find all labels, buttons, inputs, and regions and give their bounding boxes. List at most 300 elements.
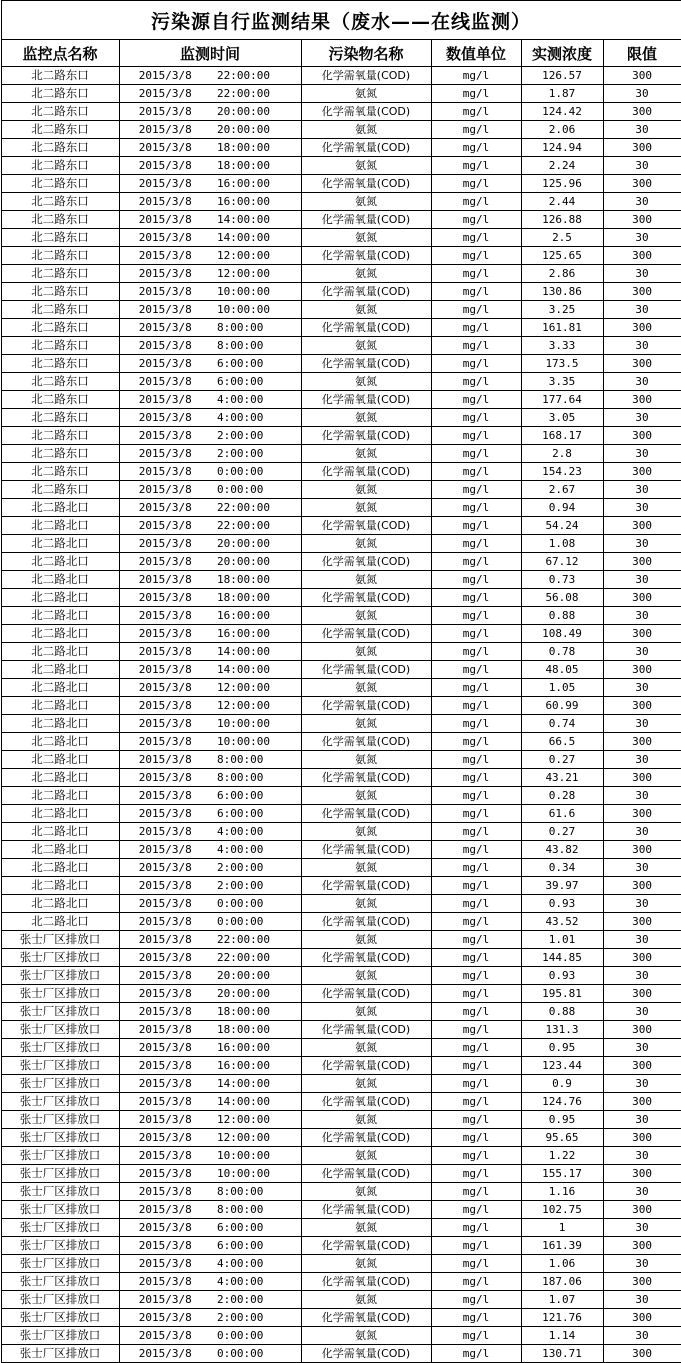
time-cell: 18:00:00 bbox=[211, 571, 301, 589]
concentration-cell: 2.86 bbox=[521, 265, 603, 283]
date-cell: 2015/3/8 bbox=[119, 643, 211, 661]
concentration-cell: 43.21 bbox=[521, 769, 603, 787]
concentration-cell: 60.99 bbox=[521, 697, 603, 715]
date-cell: 2015/3/8 bbox=[119, 499, 211, 517]
date-cell: 2015/3/8 bbox=[119, 949, 211, 967]
unit-cell: mg/l bbox=[431, 553, 521, 571]
date-cell: 2015/3/8 bbox=[119, 733, 211, 751]
date-cell: 2015/3/8 bbox=[119, 301, 211, 319]
table-row bbox=[1, 445, 681, 463]
date-cell: 2015/3/8 bbox=[119, 229, 211, 247]
pollutant-cell: 化学需氧量(COD) bbox=[301, 625, 431, 643]
pollutant-cell: 氨氮 bbox=[301, 1003, 431, 1021]
limit-cell: 30 bbox=[603, 1075, 681, 1093]
time-cell: 6:00:00 bbox=[211, 805, 301, 823]
pollutant-cell: 化学需氧量(COD) bbox=[301, 1129, 431, 1147]
site-cell: 张士厂区排放口 bbox=[1, 931, 119, 949]
time-cell: 14:00:00 bbox=[211, 661, 301, 679]
limit-cell: 30 bbox=[603, 607, 681, 625]
date-cell: 2015/3/8 bbox=[119, 769, 211, 787]
limit-cell: 300 bbox=[603, 1165, 681, 1183]
site-cell: 北二路东口 bbox=[1, 265, 119, 283]
concentration-cell: 2.44 bbox=[521, 193, 603, 211]
site-cell: 张士厂区排放口 bbox=[1, 1237, 119, 1255]
pollutant-cell: 氨氮 bbox=[301, 715, 431, 733]
pollutant-cell: 氨氮 bbox=[301, 1039, 431, 1057]
table-row bbox=[1, 571, 681, 589]
date-cell: 2015/3/8 bbox=[119, 283, 211, 301]
pollutant-cell: 氨氮 bbox=[301, 643, 431, 661]
site-cell: 北二路北口 bbox=[1, 517, 119, 535]
unit-cell: mg/l bbox=[431, 643, 521, 661]
table-row bbox=[1, 733, 681, 751]
limit-cell: 300 bbox=[603, 877, 681, 895]
page-title: 污染源自行监测结果（废水——在线监测） bbox=[1, 1, 681, 40]
date-cell: 2015/3/8 bbox=[119, 1057, 211, 1075]
concentration-cell: 0.93 bbox=[521, 895, 603, 913]
table-row bbox=[1, 1273, 681, 1291]
time-cell: 6:00:00 bbox=[211, 1237, 301, 1255]
pollutant-cell: 化学需氧量(COD) bbox=[301, 391, 431, 409]
time-cell: 18:00:00 bbox=[211, 157, 301, 175]
time-cell: 16:00:00 bbox=[211, 193, 301, 211]
concentration-cell: 1.07 bbox=[521, 1291, 603, 1309]
site-cell: 北二路东口 bbox=[1, 229, 119, 247]
concentration-cell: 126.88 bbox=[521, 211, 603, 229]
pollutant-cell: 化学需氧量(COD) bbox=[301, 283, 431, 301]
time-cell: 0:00:00 bbox=[211, 895, 301, 913]
site-cell: 北二路东口 bbox=[1, 121, 119, 139]
site-cell: 北二路东口 bbox=[1, 391, 119, 409]
limit-cell: 300 bbox=[603, 319, 681, 337]
site-cell: 北二路北口 bbox=[1, 625, 119, 643]
site-cell: 张士厂区排放口 bbox=[1, 1291, 119, 1309]
limit-cell: 30 bbox=[603, 1219, 681, 1237]
time-cell: 14:00:00 bbox=[211, 211, 301, 229]
table-row bbox=[1, 517, 681, 535]
pollutant-cell: 化学需氧量(COD) bbox=[301, 805, 431, 823]
site-cell: 北二路东口 bbox=[1, 301, 119, 319]
concentration-cell: 130.86 bbox=[521, 283, 603, 301]
table-row bbox=[1, 247, 681, 265]
site-cell: 北二路北口 bbox=[1, 895, 119, 913]
date-cell: 2015/3/8 bbox=[119, 319, 211, 337]
table-row bbox=[1, 67, 681, 85]
unit-cell: mg/l bbox=[431, 1273, 521, 1291]
site-cell: 北二路东口 bbox=[1, 103, 119, 121]
unit-cell: mg/l bbox=[431, 715, 521, 733]
time-cell: 12:00:00 bbox=[211, 697, 301, 715]
limit-cell: 300 bbox=[603, 355, 681, 373]
concentration-cell: 123.44 bbox=[521, 1057, 603, 1075]
concentration-cell: 168.17 bbox=[521, 427, 603, 445]
concentration-cell: 1 bbox=[521, 1219, 603, 1237]
concentration-cell: 1.22 bbox=[521, 1147, 603, 1165]
unit-cell: mg/l bbox=[431, 301, 521, 319]
limit-cell: 300 bbox=[603, 841, 681, 859]
limit-cell: 300 bbox=[603, 769, 681, 787]
concentration-cell: 1.01 bbox=[521, 931, 603, 949]
site-cell: 北二路东口 bbox=[1, 427, 119, 445]
table-row bbox=[1, 1021, 681, 1039]
date-cell: 2015/3/8 bbox=[119, 1219, 211, 1237]
date-cell: 2015/3/8 bbox=[119, 625, 211, 643]
table-row bbox=[1, 1309, 681, 1327]
unit-cell: mg/l bbox=[431, 607, 521, 625]
concentration-cell: 1.06 bbox=[521, 1255, 603, 1273]
time-cell: 10:00:00 bbox=[211, 715, 301, 733]
pollutant-cell: 氨氮 bbox=[301, 481, 431, 499]
concentration-cell: 161.81 bbox=[521, 319, 603, 337]
pollutant-cell: 氨氮 bbox=[301, 373, 431, 391]
table-row bbox=[1, 301, 681, 319]
site-cell: 北二路北口 bbox=[1, 661, 119, 679]
concentration-cell: 0.27 bbox=[521, 751, 603, 769]
table-row bbox=[1, 1111, 681, 1129]
table-row bbox=[1, 895, 681, 913]
time-cell: 20:00:00 bbox=[211, 967, 301, 985]
site-cell: 张士厂区排放口 bbox=[1, 1039, 119, 1057]
unit-cell: mg/l bbox=[431, 427, 521, 445]
table-row bbox=[1, 499, 681, 517]
pollutant-cell: 化学需氧量(COD) bbox=[301, 1093, 431, 1111]
pollutant-cell: 化学需氧量(COD) bbox=[301, 841, 431, 859]
time-cell: 20:00:00 bbox=[211, 985, 301, 1003]
pollutant-cell: 化学需氧量(COD) bbox=[301, 661, 431, 679]
unit-cell: mg/l bbox=[431, 211, 521, 229]
table-row bbox=[1, 661, 681, 679]
concentration-cell: 43.52 bbox=[521, 913, 603, 931]
pollutant-cell: 化学需氧量(COD) bbox=[301, 949, 431, 967]
limit-cell: 30 bbox=[603, 1183, 681, 1201]
time-cell: 18:00:00 bbox=[211, 589, 301, 607]
site-cell: 张士厂区排放口 bbox=[1, 1219, 119, 1237]
concentration-cell: 0.88 bbox=[521, 1003, 603, 1021]
site-cell: 北二路东口 bbox=[1, 445, 119, 463]
unit-cell: mg/l bbox=[431, 481, 521, 499]
site-cell: 张士厂区排放口 bbox=[1, 1201, 119, 1219]
pollutant-cell: 氨氮 bbox=[301, 607, 431, 625]
unit-cell: mg/l bbox=[431, 319, 521, 337]
unit-cell: mg/l bbox=[431, 1345, 521, 1363]
unit-cell: mg/l bbox=[431, 139, 521, 157]
pollutant-cell: 氨氮 bbox=[301, 859, 431, 877]
table-row bbox=[1, 157, 681, 175]
concentration-cell: 66.5 bbox=[521, 733, 603, 751]
time-cell: 2:00:00 bbox=[211, 427, 301, 445]
site-cell: 北二路东口 bbox=[1, 409, 119, 427]
date-cell: 2015/3/8 bbox=[119, 751, 211, 769]
unit-cell: mg/l bbox=[431, 949, 521, 967]
unit-cell: mg/l bbox=[431, 697, 521, 715]
time-cell: 14:00:00 bbox=[211, 229, 301, 247]
date-cell: 2015/3/8 bbox=[119, 1345, 211, 1363]
date-cell: 2015/3/8 bbox=[119, 895, 211, 913]
site-cell: 张士厂区排放口 bbox=[1, 1327, 119, 1345]
unit-cell: mg/l bbox=[431, 1309, 521, 1327]
time-cell: 2:00:00 bbox=[211, 859, 301, 877]
date-cell: 2015/3/8 bbox=[119, 1111, 211, 1129]
site-cell: 张士厂区排放口 bbox=[1, 949, 119, 967]
limit-cell: 30 bbox=[603, 499, 681, 517]
unit-cell: mg/l bbox=[431, 625, 521, 643]
date-cell: 2015/3/8 bbox=[119, 85, 211, 103]
site-cell: 张士厂区排放口 bbox=[1, 985, 119, 1003]
date-cell: 2015/3/8 bbox=[119, 967, 211, 985]
table-row bbox=[1, 337, 681, 355]
site-cell: 北二路北口 bbox=[1, 823, 119, 841]
pollutant-cell: 氨氮 bbox=[301, 337, 431, 355]
pollutant-cell: 化学需氧量(COD) bbox=[301, 733, 431, 751]
site-cell: 北二路北口 bbox=[1, 787, 119, 805]
table-row bbox=[1, 1327, 681, 1345]
limit-cell: 300 bbox=[603, 1345, 681, 1363]
date-cell: 2015/3/8 bbox=[119, 355, 211, 373]
unit-cell: mg/l bbox=[431, 1003, 521, 1021]
concentration-cell: 2.67 bbox=[521, 481, 603, 499]
date-cell: 2015/3/8 bbox=[119, 1129, 211, 1147]
table-row bbox=[1, 625, 681, 643]
table-row bbox=[1, 535, 681, 553]
limit-cell: 300 bbox=[603, 1057, 681, 1075]
unit-cell: mg/l bbox=[431, 499, 521, 517]
limit-cell: 30 bbox=[603, 859, 681, 877]
concentration-cell: 187.06 bbox=[521, 1273, 603, 1291]
limit-cell: 30 bbox=[603, 535, 681, 553]
time-cell: 20:00:00 bbox=[211, 535, 301, 553]
table-row bbox=[1, 1057, 681, 1075]
time-cell: 4:00:00 bbox=[211, 1273, 301, 1291]
pollutant-cell: 氨氮 bbox=[301, 499, 431, 517]
date-cell: 2015/3/8 bbox=[119, 337, 211, 355]
unit-cell: mg/l bbox=[431, 445, 521, 463]
table-row bbox=[1, 787, 681, 805]
concentration-cell: 3.35 bbox=[521, 373, 603, 391]
date-cell: 2015/3/8 bbox=[119, 103, 211, 121]
time-cell: 8:00:00 bbox=[211, 337, 301, 355]
unit-cell: mg/l bbox=[431, 67, 521, 85]
unit-cell: mg/l bbox=[431, 121, 521, 139]
date-cell: 2015/3/8 bbox=[119, 1147, 211, 1165]
site-cell: 北二路东口 bbox=[1, 193, 119, 211]
date-cell: 2015/3/8 bbox=[119, 841, 211, 859]
site-cell: 张士厂区排放口 bbox=[1, 1093, 119, 1111]
time-cell: 18:00:00 bbox=[211, 1021, 301, 1039]
site-cell: 北二路北口 bbox=[1, 607, 119, 625]
table-row bbox=[1, 121, 681, 139]
time-cell: 4:00:00 bbox=[211, 391, 301, 409]
site-cell: 北二路北口 bbox=[1, 769, 119, 787]
unit-cell: mg/l bbox=[431, 841, 521, 859]
concentration-cell: 3.25 bbox=[521, 301, 603, 319]
date-cell: 2015/3/8 bbox=[119, 1039, 211, 1057]
unit-cell: mg/l bbox=[431, 661, 521, 679]
table-row bbox=[1, 1093, 681, 1111]
limit-cell: 300 bbox=[603, 553, 681, 571]
limit-cell: 30 bbox=[603, 895, 681, 913]
concentration-cell: 54.24 bbox=[521, 517, 603, 535]
table-row bbox=[1, 427, 681, 445]
unit-cell: mg/l bbox=[431, 1111, 521, 1129]
concentration-cell: 39.97 bbox=[521, 877, 603, 895]
date-cell: 2015/3/8 bbox=[119, 931, 211, 949]
unit-cell: mg/l bbox=[431, 157, 521, 175]
limit-cell: 30 bbox=[603, 445, 681, 463]
concentration-cell: 0.93 bbox=[521, 967, 603, 985]
results-table bbox=[1, 0, 681, 1363]
site-cell: 北二路北口 bbox=[1, 679, 119, 697]
limit-cell: 30 bbox=[603, 1111, 681, 1129]
site-cell: 北二路东口 bbox=[1, 355, 119, 373]
pollutant-cell: 化学需氧量(COD) bbox=[301, 1057, 431, 1075]
limit-cell: 300 bbox=[603, 517, 681, 535]
date-cell: 2015/3/8 bbox=[119, 1165, 211, 1183]
date-cell: 2015/3/8 bbox=[119, 175, 211, 193]
pollutant-cell: 氨氮 bbox=[301, 679, 431, 697]
date-cell: 2015/3/8 bbox=[119, 715, 211, 733]
table-row bbox=[1, 1345, 681, 1363]
unit-cell: mg/l bbox=[431, 967, 521, 985]
pollutant-cell: 氨氮 bbox=[301, 751, 431, 769]
date-cell: 2015/3/8 bbox=[119, 427, 211, 445]
header-time: 监测时间 bbox=[119, 40, 301, 67]
pollutant-cell: 氨氮 bbox=[301, 1111, 431, 1129]
site-cell: 张士厂区排放口 bbox=[1, 1021, 119, 1039]
concentration-cell: 2.8 bbox=[521, 445, 603, 463]
site-cell: 张士厂区排放口 bbox=[1, 1003, 119, 1021]
date-cell: 2015/3/8 bbox=[119, 805, 211, 823]
limit-cell: 300 bbox=[603, 589, 681, 607]
unit-cell: mg/l bbox=[431, 1255, 521, 1273]
unit-cell: mg/l bbox=[431, 265, 521, 283]
limit-cell: 300 bbox=[603, 175, 681, 193]
concentration-cell: 1.05 bbox=[521, 679, 603, 697]
header-limit: 限值 bbox=[603, 40, 681, 67]
pollutant-cell: 氨氮 bbox=[301, 895, 431, 913]
site-cell: 北二路北口 bbox=[1, 841, 119, 859]
concentration-cell: 2.06 bbox=[521, 121, 603, 139]
column-header-row bbox=[1, 40, 681, 67]
unit-cell: mg/l bbox=[431, 985, 521, 1003]
site-cell: 张士厂区排放口 bbox=[1, 1057, 119, 1075]
table-row bbox=[1, 85, 681, 103]
table-row bbox=[1, 931, 681, 949]
unit-cell: mg/l bbox=[431, 85, 521, 103]
date-cell: 2015/3/8 bbox=[119, 1237, 211, 1255]
limit-cell: 300 bbox=[603, 427, 681, 445]
unit-cell: mg/l bbox=[431, 355, 521, 373]
concentration-cell: 195.81 bbox=[521, 985, 603, 1003]
unit-cell: mg/l bbox=[431, 337, 521, 355]
concentration-cell: 124.76 bbox=[521, 1093, 603, 1111]
date-cell: 2015/3/8 bbox=[119, 1273, 211, 1291]
unit-cell: mg/l bbox=[431, 1165, 521, 1183]
date-cell: 2015/3/8 bbox=[119, 139, 211, 157]
unit-cell: mg/l bbox=[431, 1075, 521, 1093]
concentration-cell: 154.23 bbox=[521, 463, 603, 481]
unit-cell: mg/l bbox=[431, 247, 521, 265]
pollutant-cell: 化学需氧量(COD) bbox=[301, 1273, 431, 1291]
date-cell: 2015/3/8 bbox=[119, 247, 211, 265]
time-cell: 16:00:00 bbox=[211, 1039, 301, 1057]
limit-cell: 30 bbox=[603, 1291, 681, 1309]
date-cell: 2015/3/8 bbox=[119, 1291, 211, 1309]
limit-cell: 300 bbox=[603, 913, 681, 931]
site-cell: 北二路北口 bbox=[1, 499, 119, 517]
unit-cell: mg/l bbox=[431, 373, 521, 391]
date-cell: 2015/3/8 bbox=[119, 445, 211, 463]
time-cell: 8:00:00 bbox=[211, 1183, 301, 1201]
unit-cell: mg/l bbox=[431, 1219, 521, 1237]
limit-cell: 30 bbox=[603, 1327, 681, 1345]
limit-cell: 300 bbox=[603, 103, 681, 121]
table-row bbox=[1, 229, 681, 247]
concentration-cell: 108.49 bbox=[521, 625, 603, 643]
time-cell: 22:00:00 bbox=[211, 517, 301, 535]
time-cell: 10:00:00 bbox=[211, 733, 301, 751]
pollutant-cell: 化学需氧量(COD) bbox=[301, 1201, 431, 1219]
unit-cell: mg/l bbox=[431, 913, 521, 931]
site-cell: 北二路东口 bbox=[1, 283, 119, 301]
time-cell: 20:00:00 bbox=[211, 103, 301, 121]
unit-cell: mg/l bbox=[431, 535, 521, 553]
concentration-cell: 173.5 bbox=[521, 355, 603, 373]
concentration-cell: 0.9 bbox=[521, 1075, 603, 1093]
unit-cell: mg/l bbox=[431, 1021, 521, 1039]
time-cell: 12:00:00 bbox=[211, 247, 301, 265]
concentration-cell: 2.5 bbox=[521, 229, 603, 247]
time-cell: 0:00:00 bbox=[211, 1327, 301, 1345]
table-row bbox=[1, 139, 681, 157]
concentration-cell: 124.94 bbox=[521, 139, 603, 157]
table-row bbox=[1, 769, 681, 787]
time-cell: 2:00:00 bbox=[211, 1291, 301, 1309]
site-cell: 北二路东口 bbox=[1, 337, 119, 355]
limit-cell: 300 bbox=[603, 1309, 681, 1327]
limit-cell: 30 bbox=[603, 715, 681, 733]
time-cell: 20:00:00 bbox=[211, 121, 301, 139]
unit-cell: mg/l bbox=[431, 103, 521, 121]
unit-cell: mg/l bbox=[431, 1327, 521, 1345]
concentration-cell: 1.16 bbox=[521, 1183, 603, 1201]
limit-cell: 300 bbox=[603, 67, 681, 85]
site-cell: 北二路东口 bbox=[1, 175, 119, 193]
time-cell: 8:00:00 bbox=[211, 319, 301, 337]
pollutant-cell: 化学需氧量(COD) bbox=[301, 67, 431, 85]
pollutant-cell: 氨氮 bbox=[301, 1291, 431, 1309]
date-cell: 2015/3/8 bbox=[119, 409, 211, 427]
concentration-cell: 0.73 bbox=[521, 571, 603, 589]
table-row bbox=[1, 751, 681, 769]
date-cell: 2015/3/8 bbox=[119, 1327, 211, 1345]
pollutant-cell: 氨氮 bbox=[301, 967, 431, 985]
concentration-cell: 0.95 bbox=[521, 1039, 603, 1057]
concentration-cell: 0.34 bbox=[521, 859, 603, 877]
unit-cell: mg/l bbox=[431, 769, 521, 787]
limit-cell: 30 bbox=[603, 85, 681, 103]
pollutant-cell: 化学需氧量(COD) bbox=[301, 103, 431, 121]
table-row bbox=[1, 715, 681, 733]
table-row bbox=[1, 265, 681, 283]
site-cell: 北二路北口 bbox=[1, 715, 119, 733]
pollutant-cell: 氨氮 bbox=[301, 1219, 431, 1237]
concentration-cell: 177.64 bbox=[521, 391, 603, 409]
table-row bbox=[1, 1219, 681, 1237]
unit-cell: mg/l bbox=[431, 931, 521, 949]
unit-cell: mg/l bbox=[431, 589, 521, 607]
header-unit: 数值单位 bbox=[431, 40, 521, 67]
table-row bbox=[1, 913, 681, 931]
